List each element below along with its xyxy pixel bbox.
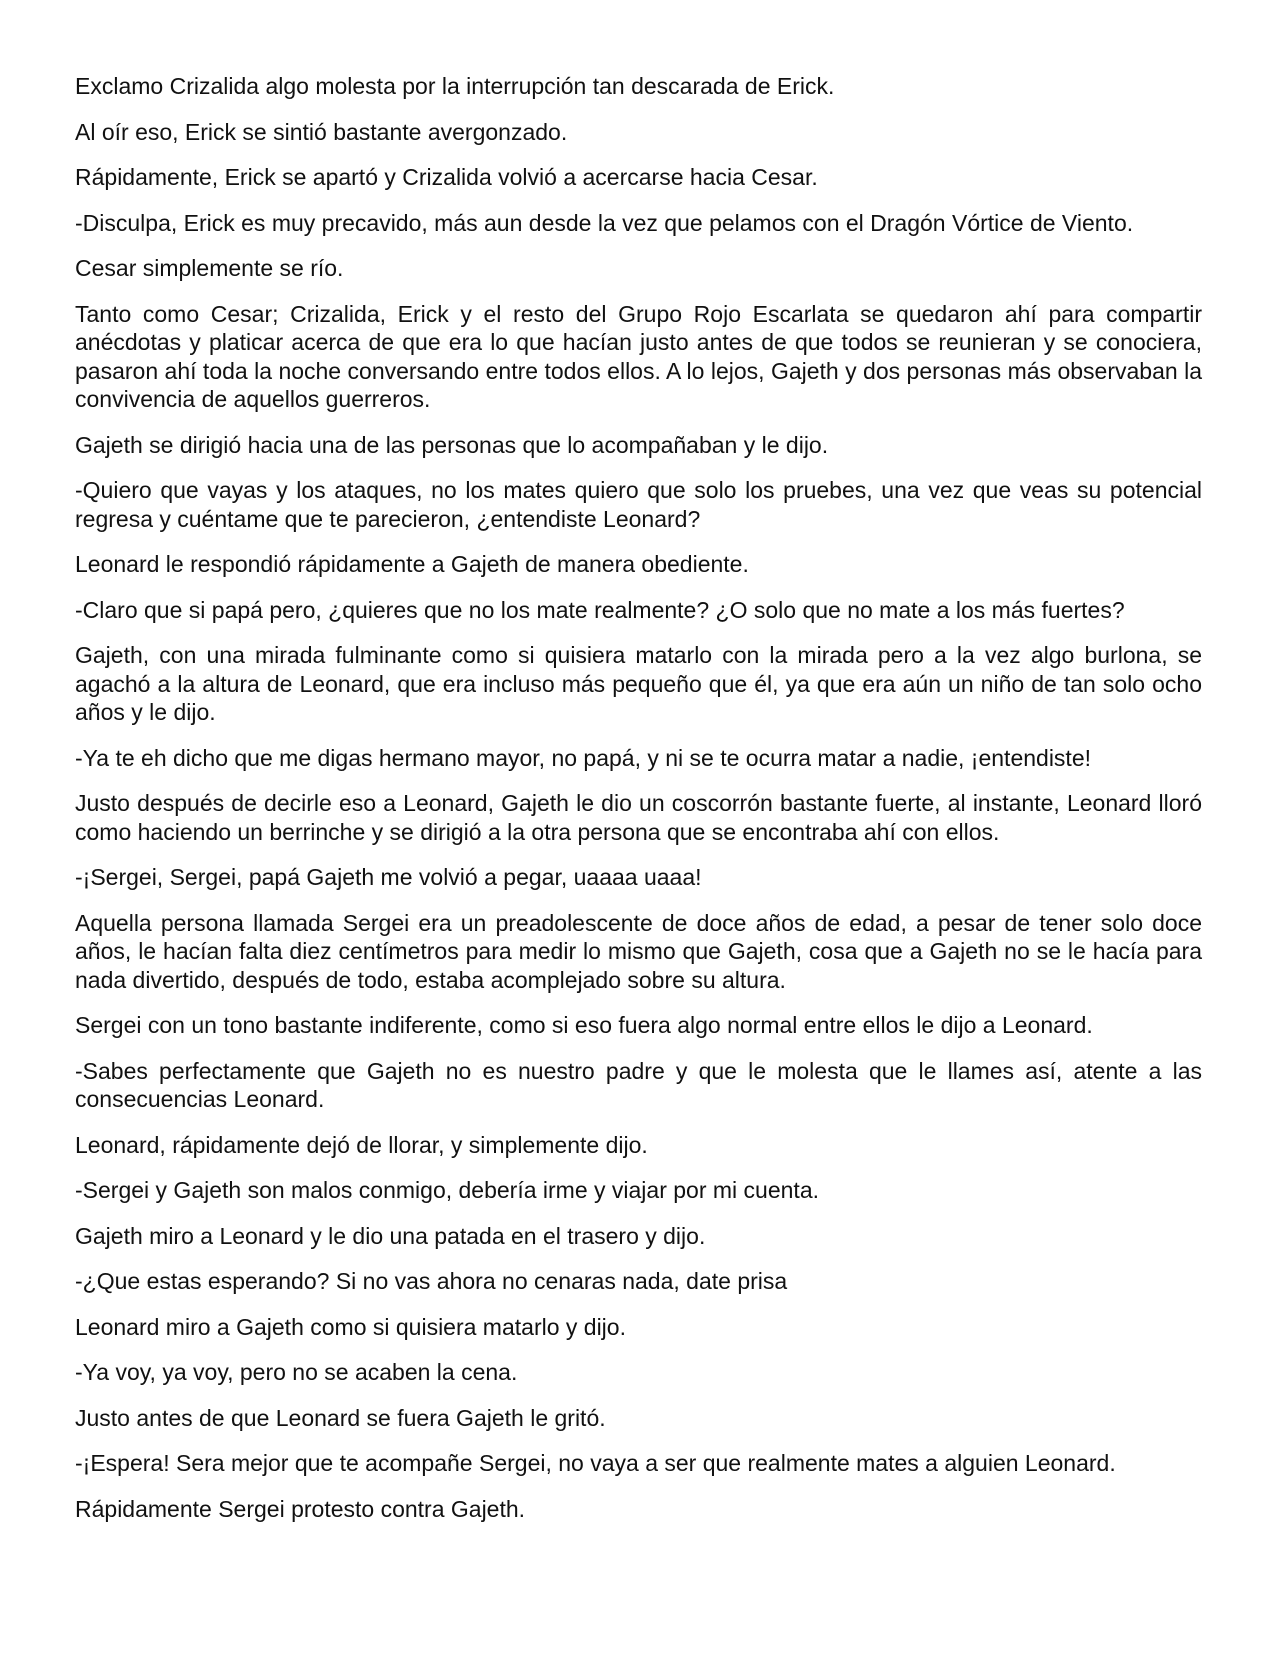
paragraph: Exclamo Crizalida algo molesta por la interrupción tan descarada de Erick.: [75, 73, 835, 99]
paragraph: Justo después de decirle eso a Leonard, Gajeth le dio un coscorrón bastante fuerte, al instante, Leonard lloró como haciendo un berrinche y se dirigió a la otra persona que se encontraba ahí con ellos.: [75, 790, 1202, 845]
paragraph: Sergei con un tono bastante indiferente, como si eso fuera algo normal entre ellos le dijo a Leonard.: [75, 1012, 1093, 1038]
paragraph: -Sergei y Gajeth son malos conmigo, debería irme y viajar por mi cuenta.: [75, 1177, 819, 1203]
paragraph: -Sabes perfectamente que Gajeth no es nuestro padre y que le molesta que le llames así, atente a las consecuencias Leonard.: [75, 1057, 1202, 1112]
paragraph: -Claro que si papá pero, ¿quieres que no los mate realmente? ¿O solo que no mate a los más fuertes?: [75, 596, 1125, 623]
paragraph: -¿Que estas esperando? Si no vas ahora no cenaras nada, date prisa: [75, 1268, 788, 1294]
paragraph: Gajeth, con una mirada fulminante como si quisiera matarlo con la mirada pero a la vez algo burlona, se agachó a la altura de Leonard, que era incluso más pequeño que él, ya que era aún un niño de tan solo ocho años y le dijo.: [75, 642, 1202, 725]
paragraph: -Ya voy, ya voy, pero no se acaben la cena.: [75, 1359, 518, 1385]
paragraph: Leonard miro a Gajeth como si quisiera matarlo y dijo.: [75, 1313, 626, 1340]
paragraph: -Ya te eh dicho que me digas hermano mayor, no papá, y ni se te ocurra matar a nadie, ¡entendiste!: [75, 744, 1091, 771]
paragraph: Leonard le respondió rápidamente a Gajeth de manera obediente.: [75, 551, 749, 577]
paragraph: Justo antes de que Leonard se fuera Gajeth le gritó.: [75, 1404, 606, 1431]
paragraph: Al oír eso, Erick se sintió bastante avergonzado.: [75, 118, 568, 145]
paragraph: -Quiero que vayas y los ataques, no los mates quiero que solo los pruebes, una vez que veas su potencial regresa y cuéntame que te parecieron, ¿entendiste Leonard?: [75, 477, 1202, 532]
paragraph: -¡Espera! Sera mejor que te acompañe Sergei, no vaya a ser que realmente mates a alguien Leonard.: [75, 1450, 1116, 1476]
paragraph: Gajeth miro a Leonard y le dio una patada en el trasero y dijo.: [75, 1222, 706, 1249]
paragraph: Aquella persona llamada Sergei era un preadolescente de doce años de edad, a pesar de tener solo doce años, le hacían falta diez centímetros para medir lo mismo que Gajeth, cosa que a Gajeth no se le hacía para nada divertido, después de todo, estaba acomplejado sobre su altura.: [75, 909, 1202, 993]
paragraph: Cesar simplemente se río.: [75, 255, 344, 281]
paragraph: -¡Sergei, Sergei, papá Gajeth me volvió a pegar, uaaaa uaaa!: [75, 864, 702, 890]
paragraph: -Disculpa, Erick es muy precavido, más aun desde la vez que pelamos con el Dragón Vórtice de Viento.: [75, 209, 1134, 236]
paragraph: Gajeth se dirigió hacia una de las personas que lo acompañaban y le dijo.: [75, 431, 829, 458]
paragraph: Rápidamente Sergei protesto contra Gajeth.: [75, 1495, 526, 1522]
paragraph: Leonard, rápidamente dejó de llorar, y simplemente dijo.: [75, 1131, 648, 1158]
paragraph: Rápidamente, Erick se apartó y Crizalida volvió a acercarse hacia Cesar.: [75, 164, 818, 190]
paragraph: Tanto como Cesar; Crizalida, Erick y el resto del Grupo Rojo Escarlata se quedaron ahí para compartir anécdotas y platicar acerca de que era lo que hacían justo antes de que todos se reunieran y se conociera, pasaron ahí toda la noche conversando entre todos ellos. A lo lejos, Gajeth y dos personas más observaban la convivencia de aquellos guerreros.: [75, 300, 1202, 412]
